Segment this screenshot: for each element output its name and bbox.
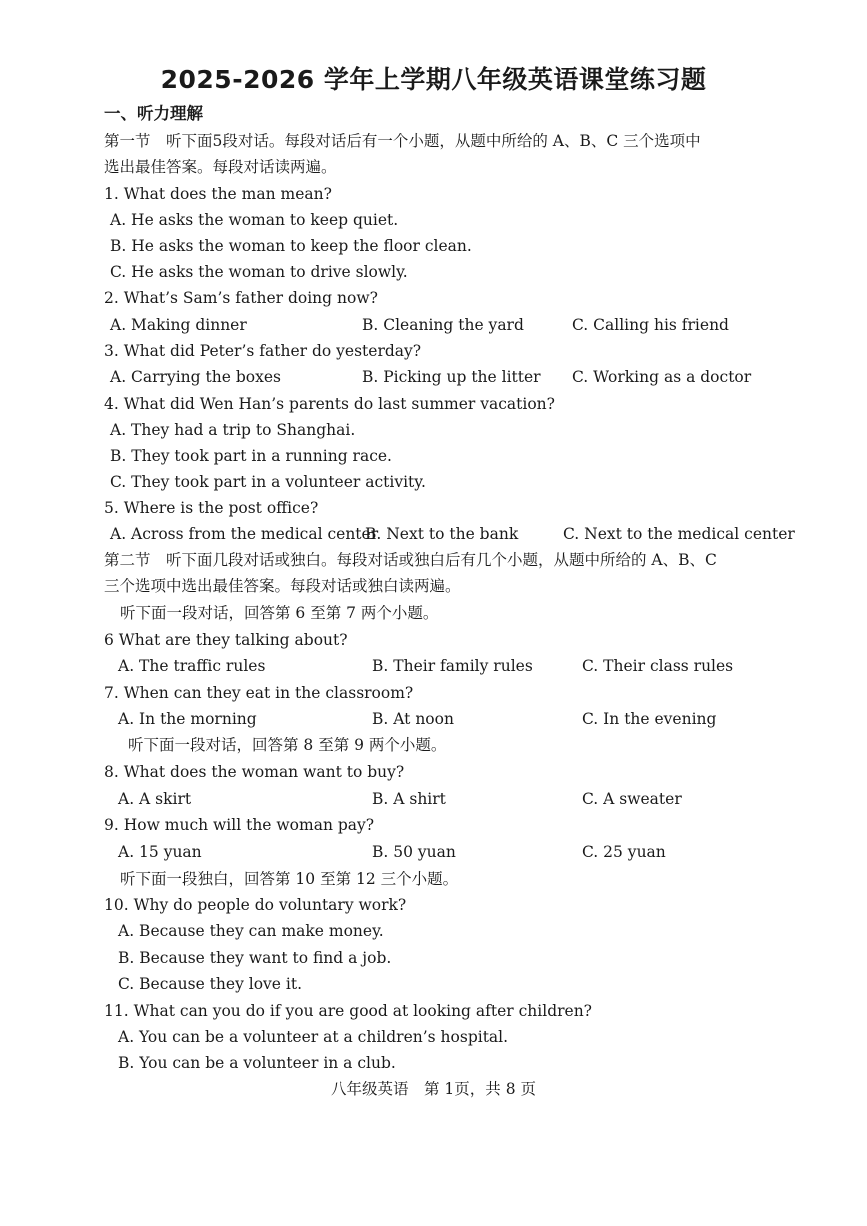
question-6-option-a: A. The traffic rules xyxy=(118,657,266,675)
question-2-option-a: A. Making dinner xyxy=(110,316,247,334)
question-6-option-c: C. Their class rules xyxy=(582,657,734,675)
question-4-option-b: B. They took part in a running race. xyxy=(110,447,392,465)
part2-instructions-line1: 第二节 听下面几段对话或独白。每段对话或独白后有几个小题，从题中所给的 A、B、C xyxy=(104,551,717,569)
question-9-option-c: C. 25 yuan xyxy=(582,843,666,861)
question-11-stem: 11. What can you do if you are good at looking after children? xyxy=(104,1002,592,1020)
question-4-stem: 4. What did Wen Han’s parents do last summer vacation? xyxy=(104,395,555,413)
section-heading-listening: 一、听力理解 xyxy=(104,104,203,123)
question-9-stem: 9. How much will the woman pay? xyxy=(104,816,375,834)
question-4-option-a: A. They had a trip to Shanghai. xyxy=(110,421,356,439)
question-7-stem: 7. When can they eat in the classroom? xyxy=(104,684,414,702)
instruction-questions-10-12: 听下面一段独白，回答第 10 至第 12 三个小题。 xyxy=(120,870,459,888)
question-10-stem: 10. Why do people do voluntary work? xyxy=(104,896,407,914)
question-6-option-b: B. Their family rules xyxy=(372,657,533,675)
question-5-option-b: B. Next to the bank xyxy=(365,525,519,543)
question-1-option-a: A. He asks the woman to keep quiet. xyxy=(110,211,399,229)
question-8-option-b: B. A shirt xyxy=(372,790,446,808)
question-7-option-c: C. In the evening xyxy=(582,710,717,728)
question-8-option-c: C. A sweater xyxy=(582,790,682,808)
question-4-option-c: C. They took part in a volunteer activity. xyxy=(110,473,426,491)
question-1-option-b: B. He asks the woman to keep the floor clean. xyxy=(110,237,472,255)
question-1-stem: 1. What does the man mean? xyxy=(104,185,332,203)
question-6-stem: 6 What are they talking about? xyxy=(104,631,348,649)
question-5-option-a: A. Across from the medical center xyxy=(110,525,379,543)
question-10-option-c: C. Because they love it. xyxy=(118,975,303,993)
question-5-option-c: C. Next to the medical center xyxy=(563,525,795,543)
page-title: 2025-2026 学年上学期八年级英语课堂练习题 xyxy=(160,65,707,94)
question-2-option-b: B. Cleaning the yard xyxy=(362,316,524,334)
question-8-option-a: A. A skirt xyxy=(118,790,192,808)
page-footer: 八年级英语 第 1页，共 8 页 xyxy=(330,1080,536,1098)
question-7-option-a: A. In the morning xyxy=(118,710,257,728)
question-2-stem: 2. What’s Sam’s father doing now? xyxy=(104,289,378,307)
question-10-option-a: A. Because they can make money. xyxy=(118,922,384,940)
question-5-stem: 5. Where is the post office? xyxy=(104,499,319,517)
part1-instructions-line1: 第一节 听下面5段对话。每段对话后有一个小题，从题中所给的 A、B、C 三个选项中 xyxy=(104,132,701,150)
question-1-option-c: C. He asks the woman to drive slowly. xyxy=(110,263,408,281)
question-3-stem: 3. What did Peter’s father do yesterday? xyxy=(104,342,422,360)
question-10-option-b: B. Because they want to find a job. xyxy=(118,949,392,967)
question-11-option-a: A. You can be a volunteer at a children’s hospital. xyxy=(118,1028,509,1046)
question-9-option-a: A. 15 yuan xyxy=(118,843,202,861)
question-3-option-c: C. Working as a doctor xyxy=(572,368,752,386)
question-2-option-c: C. Calling his friend xyxy=(572,316,729,334)
part2-instructions-line2: 三个选项中选出最佳答案。每段对话或独白读两遍。 xyxy=(104,577,461,595)
question-8-stem: 8. What does the woman want to buy? xyxy=(104,763,405,781)
question-11-option-b: B. You can be a volunteer in a club. xyxy=(118,1054,396,1072)
question-3-option-b: B. Picking up the litter xyxy=(362,368,541,386)
question-9-option-b: B. 50 yuan xyxy=(372,843,456,861)
question-7-option-b: B. At noon xyxy=(372,710,454,728)
part1-instructions-line2: 选出最佳答案。每段对话读两遍。 xyxy=(104,158,337,176)
instruction-questions-6-7: 听下面一段对话，回答第 6 至第 7 两个小题。 xyxy=(120,604,439,622)
question-3-option-a: A. Carrying the boxes xyxy=(110,368,281,386)
instruction-questions-8-9: 听下面一段对话，回答第 8 至第 9 两个小题。 xyxy=(128,736,447,754)
